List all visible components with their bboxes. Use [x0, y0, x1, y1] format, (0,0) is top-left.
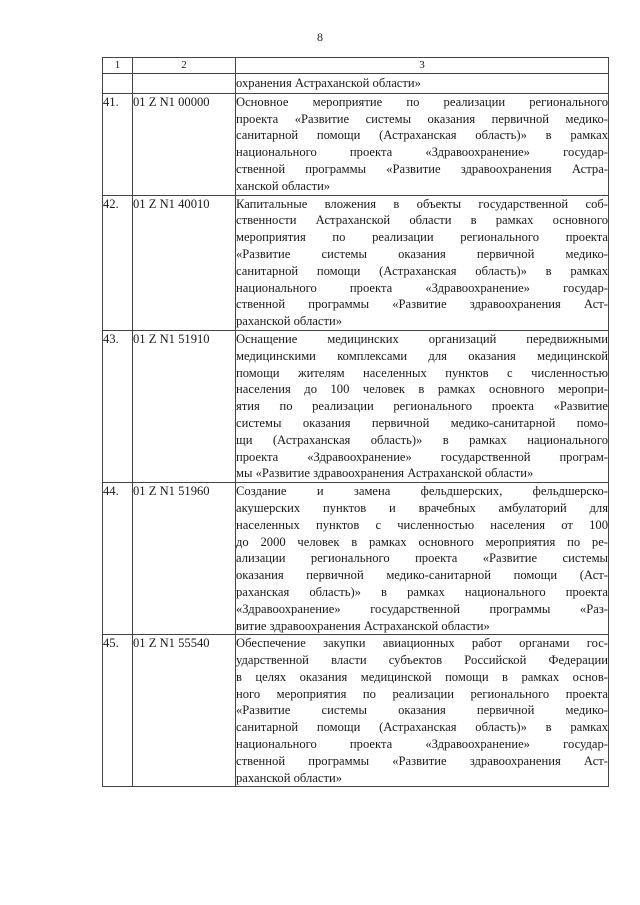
description-line: ного мероприятия по реализации регионального проекта: [236, 686, 608, 701]
description-line: национального проекта «Здравоохранение» государ-: [236, 737, 608, 752]
continuation-row: [103, 74, 609, 94]
description-line: до 2000 человек в рамках основного мероприятия по ре-: [236, 534, 608, 549]
classification-code-cell: 01 Z N1 51960: [133, 483, 236, 635]
description-line: санитарной помощи (Астраханская область)» в рамках: [236, 128, 608, 143]
table-row: [103, 93, 609, 195]
description-line: «Развитие системы оказания первичной медико-: [236, 246, 608, 261]
description-line: населения до 100 человек в рамках основного меропри-: [236, 382, 608, 397]
row-number-cell: 42.: [103, 195, 133, 330]
description-cell: [236, 74, 609, 94]
description-line: Обеспечение закупки авиационных работ органами гос-: [236, 636, 608, 651]
description-line: проекта «Развитие системы оказания первичной медико-: [236, 111, 608, 126]
description-line: Капитальные вложения в объекты государственной соб-: [236, 196, 608, 211]
description-line: раханской области»: [236, 314, 342, 329]
description-line: ственности Астраханской области в рамках основного: [236, 213, 608, 228]
description-line: национального проекта «Здравоохранение» государ-: [236, 145, 608, 160]
classification-code-cell: 01 Z N1 40010: [133, 195, 236, 330]
description-cell: [236, 635, 609, 787]
description-line: акушерских пунктов и врачебных амбулаторий для: [236, 500, 608, 515]
description-line: ударственной власти субъектов Российской Федерации: [236, 653, 608, 668]
description-cell: [236, 330, 609, 482]
header-cell-1: 1: [103, 58, 133, 74]
row-number-cell: 45.: [103, 635, 133, 787]
description-line: ственной программы «Развитие здравоохранения Астра-: [236, 161, 608, 176]
description-line: населенных пунктов с численностью населения от 100: [236, 517, 608, 532]
description-line: Основное мероприятие по реализации регионального: [236, 94, 608, 109]
description-line: «Развитие системы оказания первичной медико-: [236, 703, 608, 718]
table-row: [103, 195, 609, 330]
table-header-row: [103, 58, 609, 74]
description-line: ственной программы «Развитие здравоохранения Аст-: [236, 753, 608, 768]
header-cell-3: 3: [236, 58, 609, 74]
description-line: Создание и замена фельдшерских, фельдшерско-: [236, 484, 608, 499]
header-cell-2: 2: [133, 58, 236, 74]
description-line: раханской области»: [236, 770, 342, 785]
row-number-cell: 44.: [103, 483, 133, 635]
table-row: [103, 635, 609, 787]
budget-classification-table: [102, 57, 609, 787]
description-line: Оснащение медицинских организаций передвижными: [236, 331, 608, 346]
description-line: национального проекта «Здравоохранение» государ-: [236, 280, 608, 295]
description-line: оказания первичной медико-санитарной помощи (Аст-: [236, 568, 608, 583]
description-line: ханской области»: [236, 178, 331, 193]
description-line: ятия по реализации регионального проекта «Развитие: [236, 399, 608, 414]
description-line: ственной программы «Развитие здравоохранения Аст-: [236, 297, 608, 312]
description-cell: [236, 93, 609, 195]
description-line: щи (Астраханская область)» в рамках национального: [236, 432, 608, 447]
description-line: мероприятия по реализации регионального проекта: [236, 230, 608, 245]
classification-code-cell: 01 Z N1 00000: [133, 93, 236, 195]
description-line: «Здравоохранение» государственной программы «Раз-: [236, 601, 608, 616]
classification-code-cell: [133, 74, 236, 94]
classification-code-cell: 01 Z N1 55540: [133, 635, 236, 787]
table-row: [103, 330, 609, 482]
description-line: помощи жителям населенных пунктов с численностью: [236, 365, 608, 380]
description-line: мы «Развитие здравоохранения Астраханской области»: [236, 466, 534, 481]
description-line: медицинскими комплексами для оказания медицинской: [236, 348, 608, 363]
description-line: системы оказания первичной медико-санитарной помо-: [236, 415, 608, 430]
description-line: санитарной помощи (Астраханская область)» в рамках: [236, 720, 608, 735]
description-line: охранения Астраханской области»: [236, 76, 421, 90]
page-number: 8: [317, 30, 323, 44]
row-number-cell: 41.: [103, 93, 133, 195]
description-line: в целях оказания медицинской помощи в рамках основ-: [236, 669, 608, 684]
description-line: ализации регионального проекта «Развитие системы: [236, 551, 608, 566]
description-line: витие здравоохранения Астраханской области»: [236, 618, 490, 633]
description-cell: [236, 195, 609, 330]
description-line: санитарной помощи (Астраханская область)» в рамках: [236, 263, 608, 278]
row-number-cell: 43.: [103, 330, 133, 482]
description-line: раханская область)» в рамках национального проекта: [236, 584, 608, 599]
row-number-cell: [103, 74, 133, 94]
description-line: проекта «Здравоохранение» государственной програм-: [236, 449, 608, 464]
description-cell: [236, 483, 609, 635]
classification-code-cell: 01 Z N1 51910: [133, 330, 236, 482]
table-row: [103, 483, 609, 635]
